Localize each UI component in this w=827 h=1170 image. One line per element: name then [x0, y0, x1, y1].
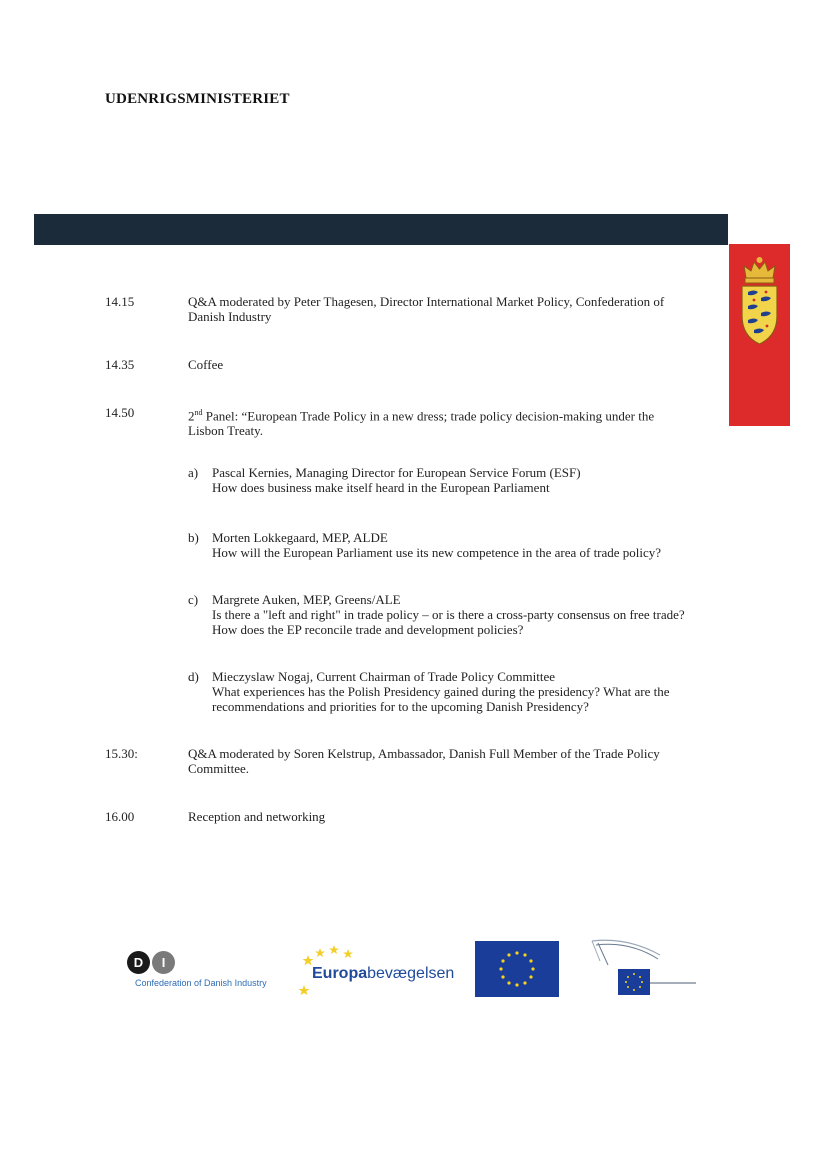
panel-topic: What experiences has the Polish Presidency gained during the presidency? What are the recommendations and priorities for to the upcoming Danish Presidency?: [212, 684, 670, 714]
agenda-time: 15.30:: [105, 746, 138, 761]
di-logo: [127, 951, 267, 988]
eu-flag-logo: [475, 941, 559, 997]
europabevaegelsen-logo: [298, 943, 455, 1000]
europabevaegelsen-wordmark: [312, 965, 454, 983]
di-logo-d: D: [127, 951, 150, 974]
agenda-time: 16.00: [105, 809, 135, 824]
wordmark-rest: bevægelsen: [367, 965, 455, 982]
panel-speaker: Morten Lokkegaard, MEP, ALDE: [212, 530, 388, 545]
panel-topic: How will the European Parliament use its new competence in the area of trade policy?: [212, 545, 662, 560]
panel-topic: Is there a "left and right" in trade policy – or is there a cross-party consensus on free trade? How does the EP reconcile trade and development policies?: [212, 607, 685, 637]
panel-item-label: b): [188, 530, 199, 545]
european-parliament-logo: [588, 935, 700, 1004]
agenda-time: 14.35: [105, 357, 135, 372]
panel-title: Panel: “European Trade Policy in a new dress; trade policy decision-making under the Lisbon Treaty.: [188, 408, 655, 439]
ministry-name: UDENRIGSMINISTERIET: [105, 91, 290, 107]
agenda-text: Coffee: [188, 357, 224, 372]
agenda-text-panel: [188, 405, 693, 438]
panel-item-label: a): [188, 465, 199, 480]
panel-speaker: Mieczyslaw Nogaj, Current Chairman of Trade Policy Committee: [212, 669, 555, 684]
panel-ordinal: nd: [194, 408, 203, 417]
di-logo-i: I: [152, 951, 175, 974]
panel-item-label: c): [188, 592, 199, 607]
panel-item: [188, 465, 693, 495]
panel-item: [188, 669, 693, 714]
agenda-text: Reception and networking: [188, 809, 326, 824]
panel-topic: How does business make itself heard in the European Parliament: [212, 480, 550, 495]
agenda-time: 14.50: [105, 405, 135, 420]
agenda-text: Q&A moderated by Peter Thagesen, Director International Market Policy, Confederation of Danish Industry: [188, 294, 665, 324]
panel-speaker: Pascal Kernies, Managing Director for European Service Forum (ESF): [212, 465, 581, 480]
eu-stars-icon: [475, 941, 559, 997]
agenda-time: 14.15: [105, 294, 135, 309]
panel-item: [188, 530, 693, 560]
panel-speaker: Margrete Auken, MEP, Greens/ALE: [212, 592, 401, 607]
panel-item-label: d): [188, 669, 199, 684]
di-logo-caption: Confederation of Danish Industry: [135, 978, 267, 988]
panel-number: 2: [188, 408, 195, 424]
sponsor-logos: [0, 935, 827, 1005]
agenda-text: Q&A moderated by Soren Kelstrup, Ambassador, Danish Full Member of the Trade Policy Committee.: [188, 746, 660, 776]
wordmark-bold: Europa: [312, 965, 368, 982]
panel-item: [188, 592, 693, 637]
